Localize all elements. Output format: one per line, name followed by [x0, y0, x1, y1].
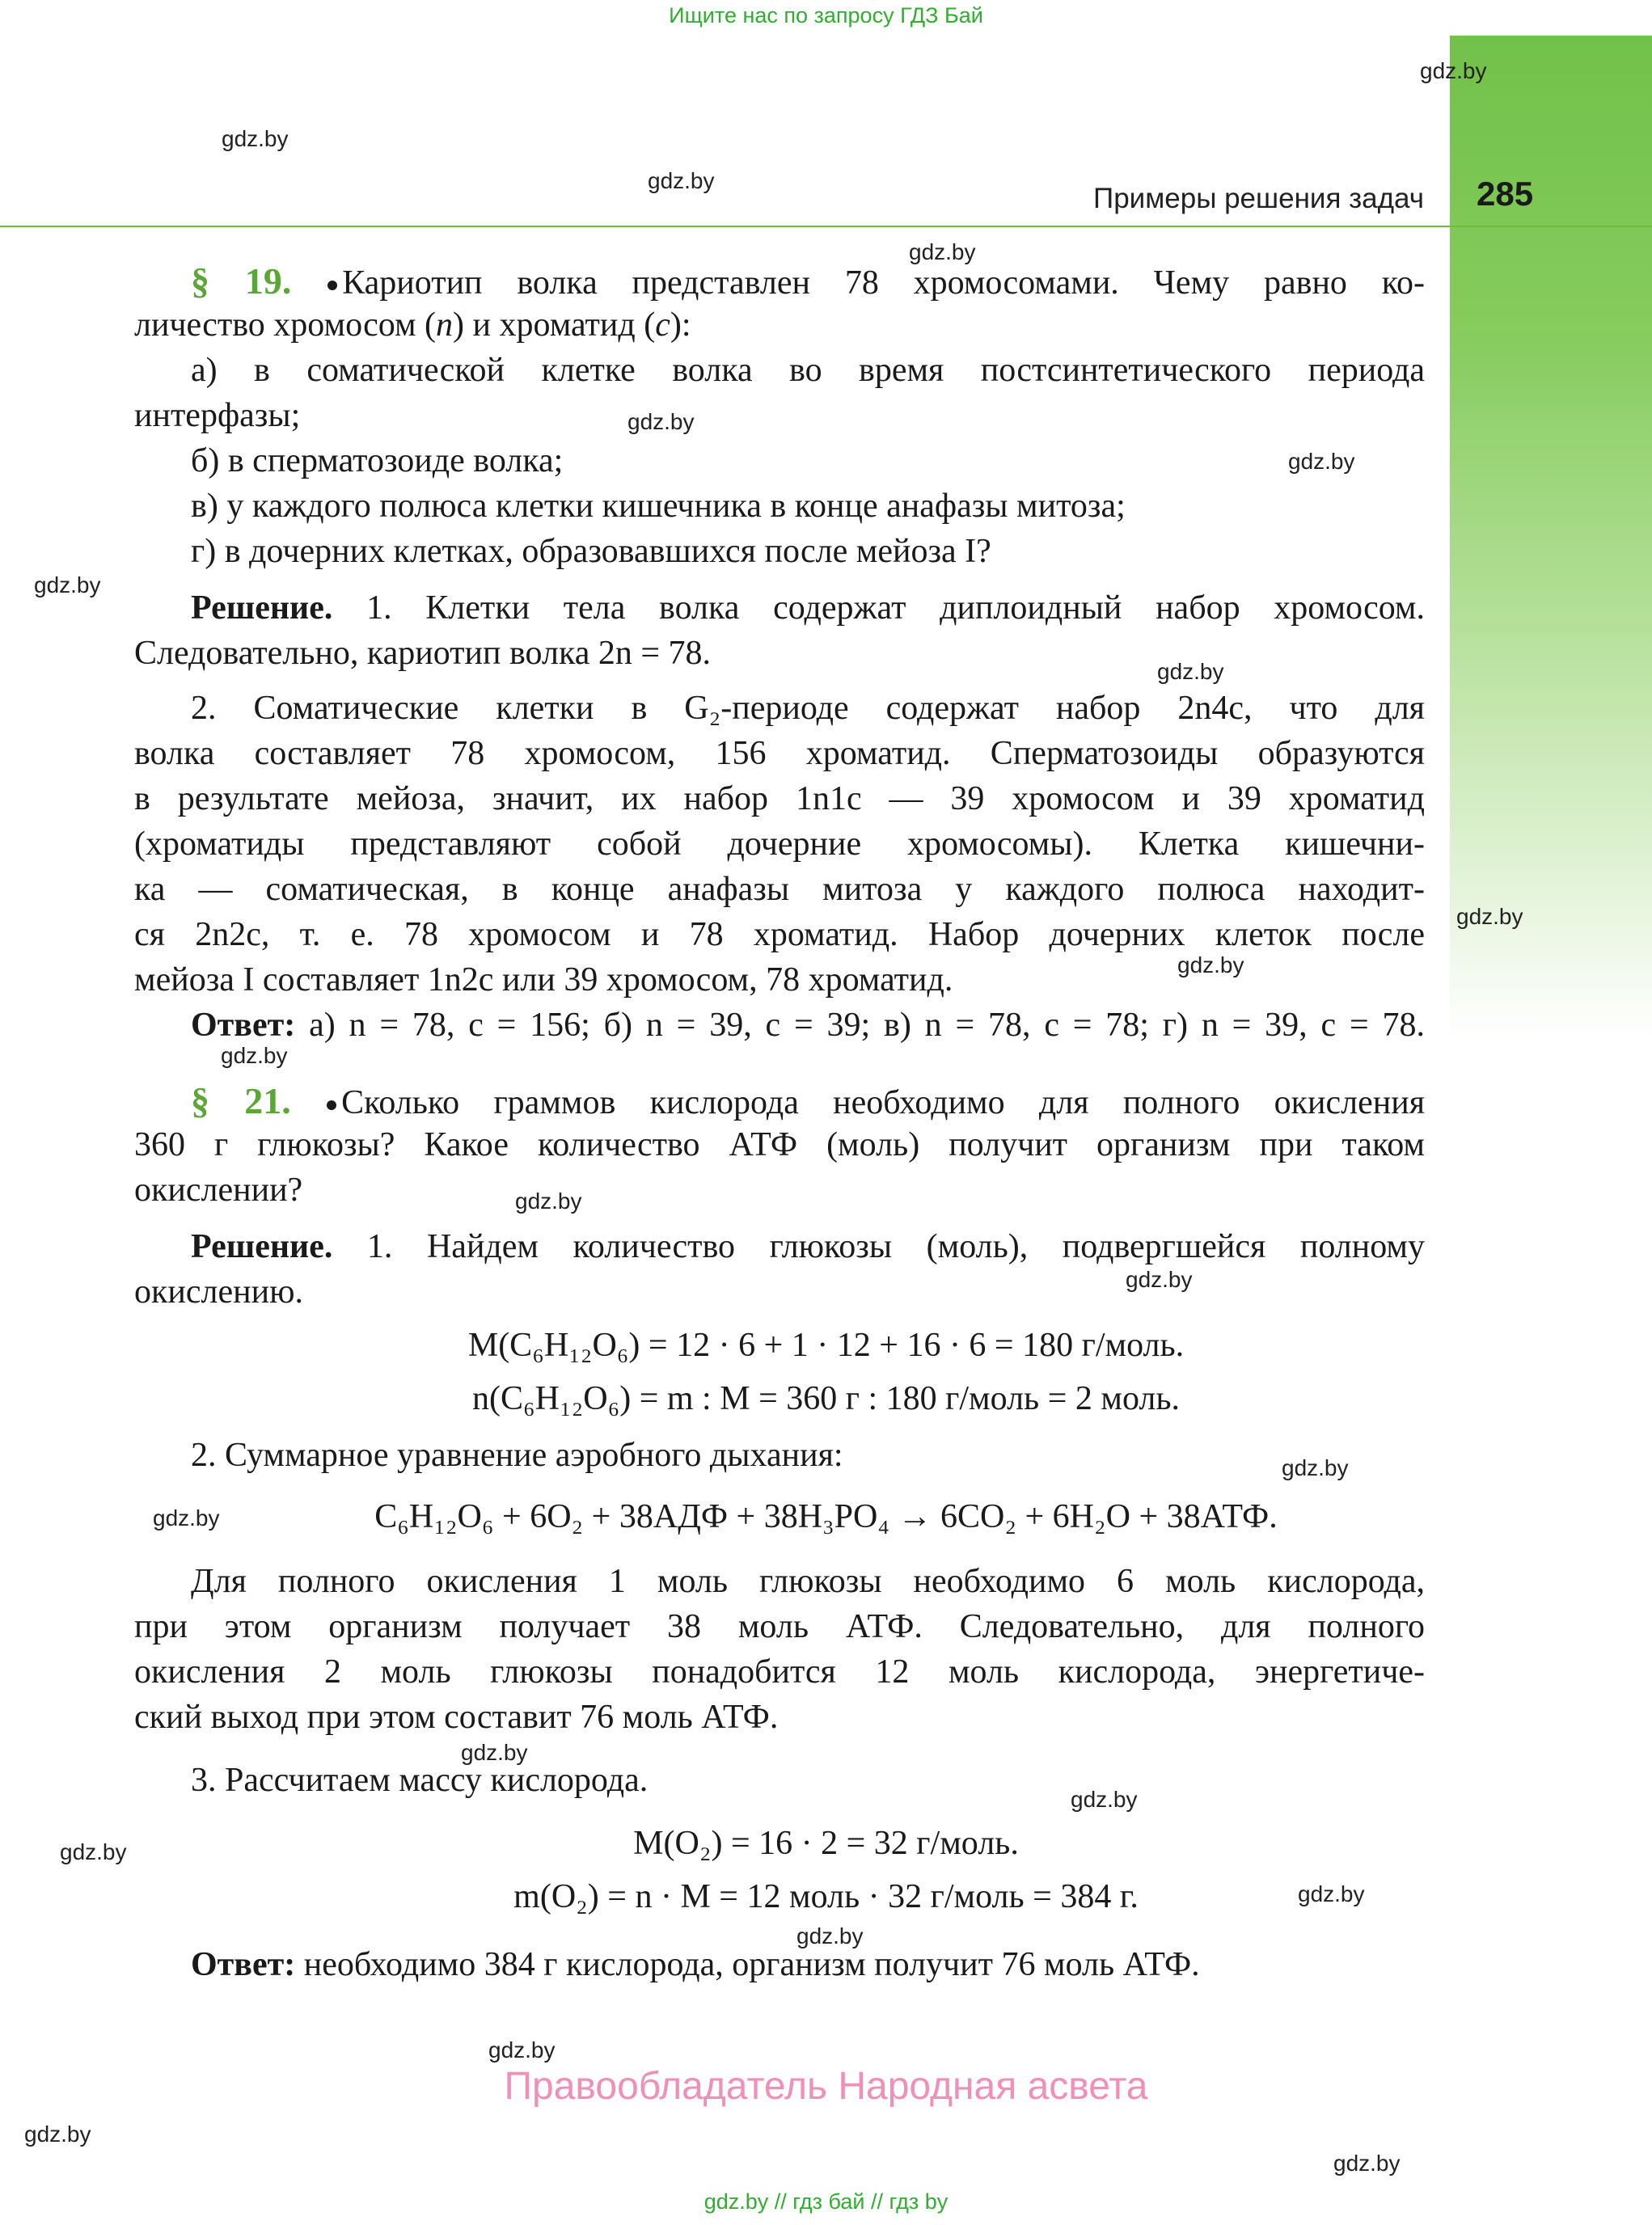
equation-moles-glucose: n(C₆H₁₂O₆) = m : M = 360 г : 180 г/моль = 2 моль.: [471, 1380, 1181, 1417]
watermark: gdz.by: [1126, 1267, 1193, 1292]
task19-solution-line: мейоза I составляет 1n2c или 39 хромосом, 78 хроматид.: [134, 961, 953, 999]
watermark: gdz.by: [909, 239, 976, 264]
watermark: gdz.by: [1071, 1787, 1138, 1812]
header-divider: [0, 226, 1652, 227]
equation-aerobic-respiration: C₆H₁₂O₆ + 6O₂ + 38АДФ + 38H₃PO₄ → 6CO₂ + 6H₂O + 38АТФ.: [374, 1498, 1278, 1535]
task19-solution-line: (хроматиды представляют собой дочерние хромосомы). Клетка кишечни-: [134, 825, 1425, 863]
section-number: § 21.: [191, 1080, 291, 1121]
task19-line: б) в сперматозоиде волка;: [191, 442, 564, 479]
task21-paragraph-line: ский выход при этом составит 76 моль АТФ.: [134, 1699, 779, 1736]
watermark: gdz.by: [1288, 449, 1355, 474]
task19-line: а) в соматической клетке волка во время постсинтетического периода: [191, 352, 1425, 389]
watermark: gdz.by: [1456, 904, 1523, 929]
task21-solution-line: Решение. 1. Найдем количество глюкозы (моль), подвергшейся полному: [191, 1228, 1425, 1265]
watermark: gdz.by: [1177, 952, 1244, 977]
equation-mass-oxygen: m(O₂) = n · M = 12 моль · 32 г/моль = 384 г.: [513, 1878, 1139, 1915]
watermark: gdz.by: [515, 1188, 582, 1214]
task19-line: личество хромосом (n) и хроматид (c):: [134, 306, 691, 344]
copyright-notice: Правообладатель Народная асвета: [504, 2065, 1148, 2108]
task21-solution-line: окислению.: [134, 1273, 303, 1311]
task19-solution-line: 2. Соматические клетки в G₂-периоде содержат набор 2n4c, что для: [191, 690, 1425, 727]
watermark: gdz.by: [1298, 1881, 1365, 1906]
task19-line: в) у каждого полюса клетки кишечника в конце анафазы митоза;: [191, 488, 1126, 525]
watermark: gdz.by: [1157, 659, 1224, 684]
task19-solution-line: Следовательно, кариотип волка 2n = 78.: [134, 635, 712, 672]
task21-line: 360 г глюкозы? Какое количество АТФ (моль) получит организм при таком: [134, 1126, 1425, 1163]
task19-solution-line: ся 2n2c, т. е. 78 хромосом и 78 хроматид. Набор дочерних клеток после: [134, 916, 1425, 953]
watermark: gdz.by: [1420, 58, 1487, 83]
task21-answer: Ответ: необходимо 384 г кислорода, организм получит 76 моль АТФ.: [191, 1946, 1200, 1983]
task21-step: 3. Рассчитаем массу кислорода.: [191, 1762, 649, 1799]
bullet-icon: [327, 1100, 336, 1110]
task19-solution-line: ка — соматическая, в конце анафазы митоза у каждого полюса находит-: [134, 871, 1425, 908]
task21-paragraph-line: при этом организм получает 38 моль АТФ. Следовательно, для полного: [134, 1608, 1425, 1645]
task19-solution-line: Решение. 1. Клетки тела волка содержат диплоидный набор хромосом.: [191, 589, 1425, 627]
task19-solution-line: в результате мейоза, значит, их набор 1n1c — 39 хромосом и 39 хроматид: [134, 780, 1425, 817]
task19-line: интерфазы;: [134, 397, 301, 434]
task21-line: § 21. Сколько граммов кислорода необходимо для полного окисления: [191, 1080, 1426, 1121]
page-number: 285: [1477, 175, 1534, 213]
watermark: gdz.by: [1333, 2151, 1401, 2176]
watermark: gdz.by: [627, 409, 695, 434]
watermark: gdz.by: [648, 168, 715, 193]
task19-line: г) в дочерних клетках, образовавшихся после мейоза I?: [191, 533, 991, 570]
footer-links[interactable]: gdz.by // гдз бай // гдз by: [703, 2189, 949, 2214]
watermark: gdz.by: [222, 126, 289, 151]
task19-solution-line: волка составляет 78 хромосом, 156 хроматид. Сперматозоиды образуются: [134, 735, 1425, 772]
task21-paragraph-line: окисления 2 моль глюкозы понадобится 12 моль кислорода, энергетиче-: [134, 1653, 1425, 1691]
task21-step: 2. Суммарное уравнение аэробного дыхания:: [191, 1437, 843, 1474]
section-number: § 19.: [191, 260, 292, 302]
task21-line: окислении?: [134, 1172, 303, 1209]
equation-molar-mass-oxygen: M(O₂) = 16 · 2 = 32 г/моль.: [633, 1825, 1019, 1862]
watermark: gdz.by: [24, 2122, 91, 2147]
task19-line: § 19. Кариотип волка представлен 78 хромосомами. Чему равно ко-: [191, 260, 1426, 302]
running-head: Примеры решения задач: [1093, 183, 1424, 214]
watermark: gdz.by: [1282, 1455, 1349, 1480]
watermark: gdz.by: [60, 1839, 127, 1864]
bullet-icon: [327, 281, 337, 290]
watermark: gdz.by: [461, 1740, 528, 1765]
task21-paragraph-line: Для полного окисления 1 моль глюкозы необходимо 6 моль кислорода,: [191, 1563, 1425, 1600]
watermark: gdz.by: [153, 1505, 220, 1530]
watermark: gdz.by: [796, 1923, 864, 1948]
task19-answer: Ответ: а) n = 78, c = 156; б) n = 39, c = 39; в) n = 78, c = 78; г) n = 39, c = 78.: [191, 1007, 1425, 1044]
watermark: gdz.by: [221, 1043, 288, 1068]
watermark: gdz.by: [34, 572, 101, 597]
search-banner[interactable]: Ищите нас по запросу ГДЗ Бай: [669, 3, 983, 27]
watermark: gdz.by: [488, 2037, 556, 2062]
equation-molar-mass-glucose: M(C₆H₁₂O₆) = 12 · 6 + 1 · 12 + 16 · 6 = 180 г/моль.: [467, 1327, 1185, 1364]
